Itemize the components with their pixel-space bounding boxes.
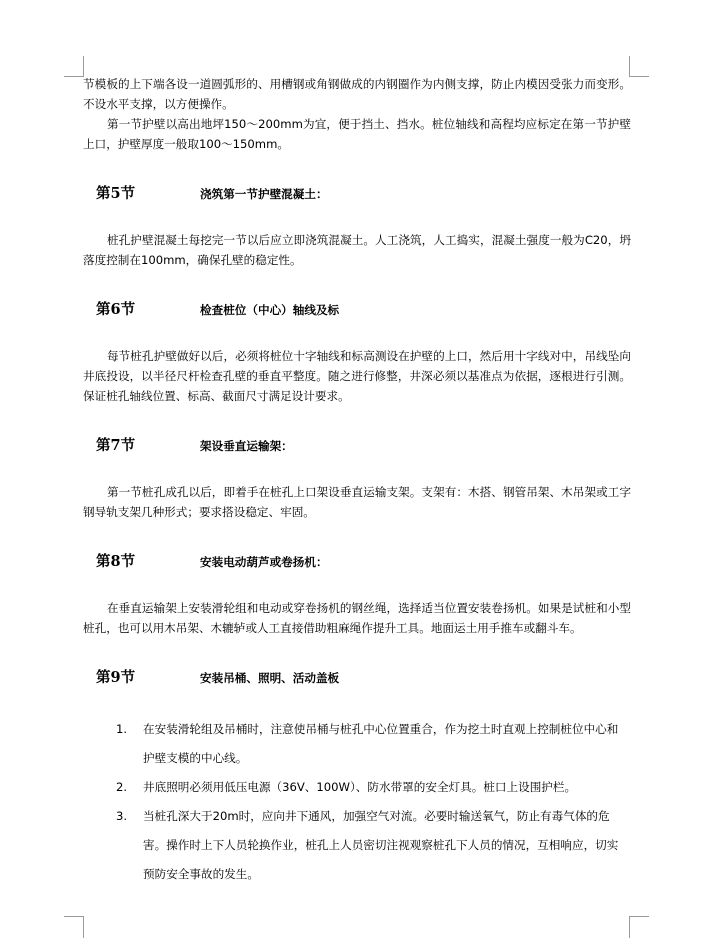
section-body: 每节桩孔护壁做好以后，必须将桩位十字轴线和标高测设在护壁的上口，然后用十字线对中，吊线坠向井底投设，以半径尺杆检查孔壁的垂直平整度。随之进行修整，井深必须以基准点为依据，逐根进行引测。保证桩孔轴线位置、标高、截面尺寸满足设计要求。 bbox=[83, 349, 631, 403]
corner-mark-bottom-left bbox=[83, 916, 84, 938]
section-heading bbox=[96, 182, 631, 204]
list-item-text: 在安装滑轮组及吊桶时，注意使吊桶与桩孔中心位置重合，作为挖土时直观上控制桩位中心和护壁支模的中心线。 bbox=[143, 722, 619, 765]
section-number: 第8节 bbox=[96, 553, 136, 570]
list-item bbox=[83, 802, 631, 889]
corner-mark-top-left bbox=[64, 76, 84, 77]
section-number: 第6节 bbox=[96, 301, 136, 318]
section-number: 第7节 bbox=[96, 437, 136, 454]
section-heading bbox=[96, 434, 631, 456]
section-title: 浇筑第一节护壁混凝土： bbox=[200, 187, 328, 201]
list-item bbox=[83, 773, 631, 802]
list-item-text: 井底照明必须用低压电源（36V、100W）、防水带罩的安全灯具。桩口上设围护栏。 bbox=[143, 780, 577, 794]
corner-mark-bottom-right bbox=[629, 916, 649, 917]
section-number: 第5节 bbox=[96, 185, 136, 202]
section-8 bbox=[83, 550, 631, 638]
section-title: 检查桩位（中心）轴线及标 bbox=[200, 303, 340, 317]
corner-mark-bottom-right bbox=[629, 916, 630, 938]
document-page bbox=[83, 74, 631, 889]
section-5 bbox=[83, 182, 631, 270]
list-item bbox=[83, 715, 631, 773]
list-item-number: 3. bbox=[116, 809, 128, 823]
section-7 bbox=[83, 434, 631, 522]
section-number: 第9节 bbox=[96, 669, 136, 686]
section-9 bbox=[83, 666, 631, 889]
section-title: 安装吊桶、照明、活动盖板 bbox=[200, 671, 340, 685]
section-6 bbox=[83, 298, 631, 406]
section-title: 安装电动葫芦或卷扬机： bbox=[200, 555, 328, 569]
corner-mark-top-right bbox=[629, 76, 649, 77]
section-body: 第一节桩孔成孔以后，即着手在桩孔上口架设垂直运输支架。支架有：木搭、钢管吊架、木吊架或工字钢导轨支架几种形式；要求搭设稳定、牢固。 bbox=[83, 485, 631, 519]
section-heading bbox=[96, 550, 631, 572]
list-item-number: 2. bbox=[116, 780, 128, 794]
corner-mark-bottom-left bbox=[64, 916, 84, 917]
section-body: 在垂直运输架上安装滑轮组和电动或穿卷扬机的钢丝绳，选择适当位置安装卷扬机。如果是试桩和小型桩孔，也可以用木吊架、木辘轳或人工直接借助粗麻绳作提升工具。地面运土用手推车或翻斗车。 bbox=[83, 601, 631, 635]
list-item-text: 当桩孔深大于20m时，应向井下通风，加强空气对流。必要时输送氧气，防止有毒气体的危害。操作时上下人员轮换作业，桩孔上人员密切注视观察桩孔下人员的情况，互相响应，切实预防安全事故的发生。 bbox=[143, 809, 619, 881]
section-body: 桩孔护壁混凝土每挖完一节以后应立即浇筑混凝土。人工浇筑，人工捣实，混凝土强度一般为C20，坍落度控制在100mm，确保孔壁的稳定性。 bbox=[83, 233, 631, 267]
section-title: 架设垂直运输架： bbox=[200, 439, 293, 453]
section-heading bbox=[96, 298, 631, 320]
intro-paragraph-2: 第一节护壁以高出地坪150～200mm为宜，便于挡土、挡水。桩位轴线和高程均应标定在第一节护壁上口，护壁厚度一般取100～150mm。 bbox=[83, 117, 631, 151]
list-item-number: 1. bbox=[116, 722, 128, 736]
numbered-list bbox=[83, 715, 631, 889]
intro-paragraph-1: 节模板的上下端各设一道圆弧形的、用槽钢或角钢做成的内钢圈作为内侧支撑，防止内模因受张力而变形。不设水平支撑，以方便操作。 bbox=[83, 77, 631, 111]
section-heading bbox=[96, 666, 631, 688]
